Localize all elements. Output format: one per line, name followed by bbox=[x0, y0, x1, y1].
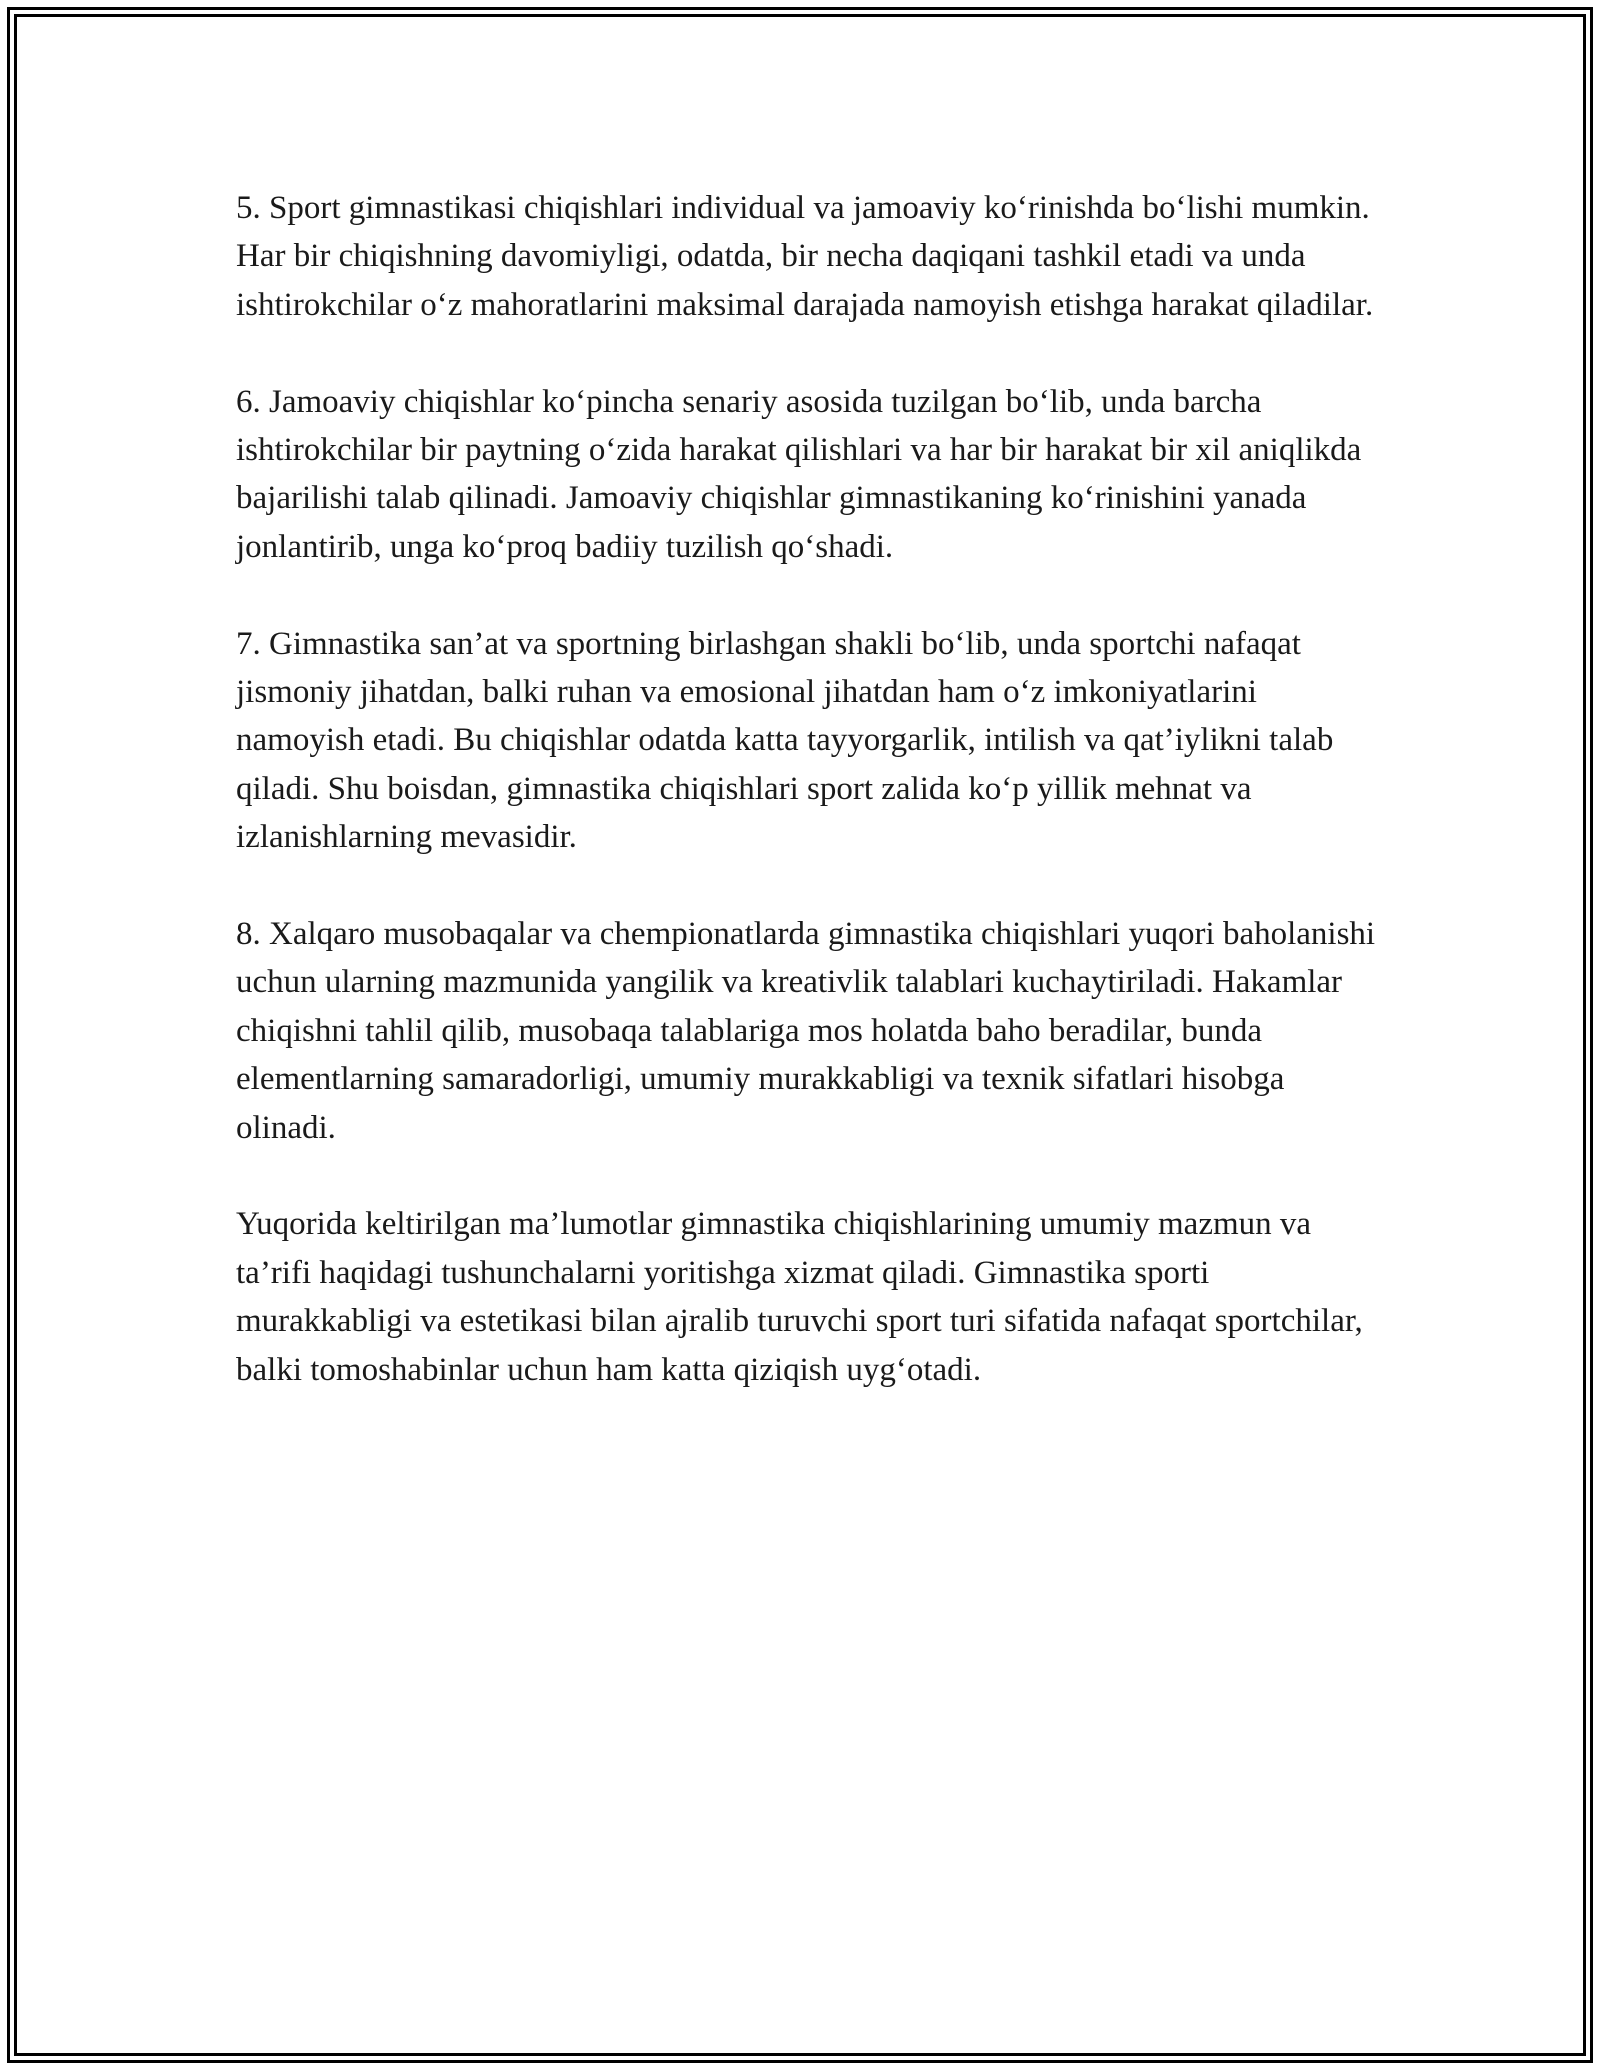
paragraph-5: 5. Sport gimnastikasi chiqishlari individual va jamoaviy ko‘rinishda bo‘lishi mumkin. Har bir chiqishning davomiyligi, odatda, bir necha daqiqani tashkil etadi va unda ishtirokchilar o‘z mahoratlarini maksimal darajada namoyish etishga harakat qiladilar. bbox=[236, 190, 1374, 323]
paragraph-8: 8. Xalqaro musobaqalar va chempionatlarda gimnastika chiqishlari yuqori baholanishi uchun ularning mazmunida yangilik va kreativlik talablari kuchaytiriladi. Hakamlar chiqishni tahlil qilib, musobaqa talablariga mos holatda baho beradilar, bunda elementlarning samaradorligi, umumiy murakkabligi va texnik sifatlari hisobga olinadi. bbox=[236, 916, 1376, 1146]
document-body bbox=[236, 184, 1376, 1442]
paragraph-conclusion: Yuqorida keltirilgan ma’lumotlar gimnastika chiqishlarining umumiy mazmun va ta’rifi haqidagi tushunchalarni yoritishga xizmat qiladi. Gimnastika sporti murakkabligi va estetikasi bilan ajralib turuvchi sport turi sifatida nafaqat sportchilar, balki tomoshabinlar uchun ham katta qiziqish uyg‘otadi. bbox=[236, 1206, 1363, 1388]
paragraph-7: 7. Gimnastika san’at va sportning birlashgan shakli bo‘lib, unda sportchi nafaqat jismoniy jihatdan, balki ruhan va emosional jihatdan ham o‘z imkoniyatlarini namoyish etadi. Bu chiqishlar odatda katta tayyorgarlik, intilish va qat’iylikni talab qiladi. Shu boisdan, gimnastika chiqishlari sport zalida ko‘p yillik mehnat va izlanishlarning mevasidir. bbox=[236, 625, 1334, 856]
paragraph-6: 6. Jamoaviy chiqishlar ko‘pincha senariy asosida tuzilgan bo‘lib, unda barcha ishtirokchilar bir paytning o‘zida harakat qilishlari va har bir harakat bir xil aniqlikda bajarilishi talab qilinadi. Jamoaviy chiqishlar gimnastikaning ko‘rinishini yanada jonlantirib, unga ko‘proq badiiy tuzilish qo‘shadi. bbox=[236, 383, 1362, 565]
